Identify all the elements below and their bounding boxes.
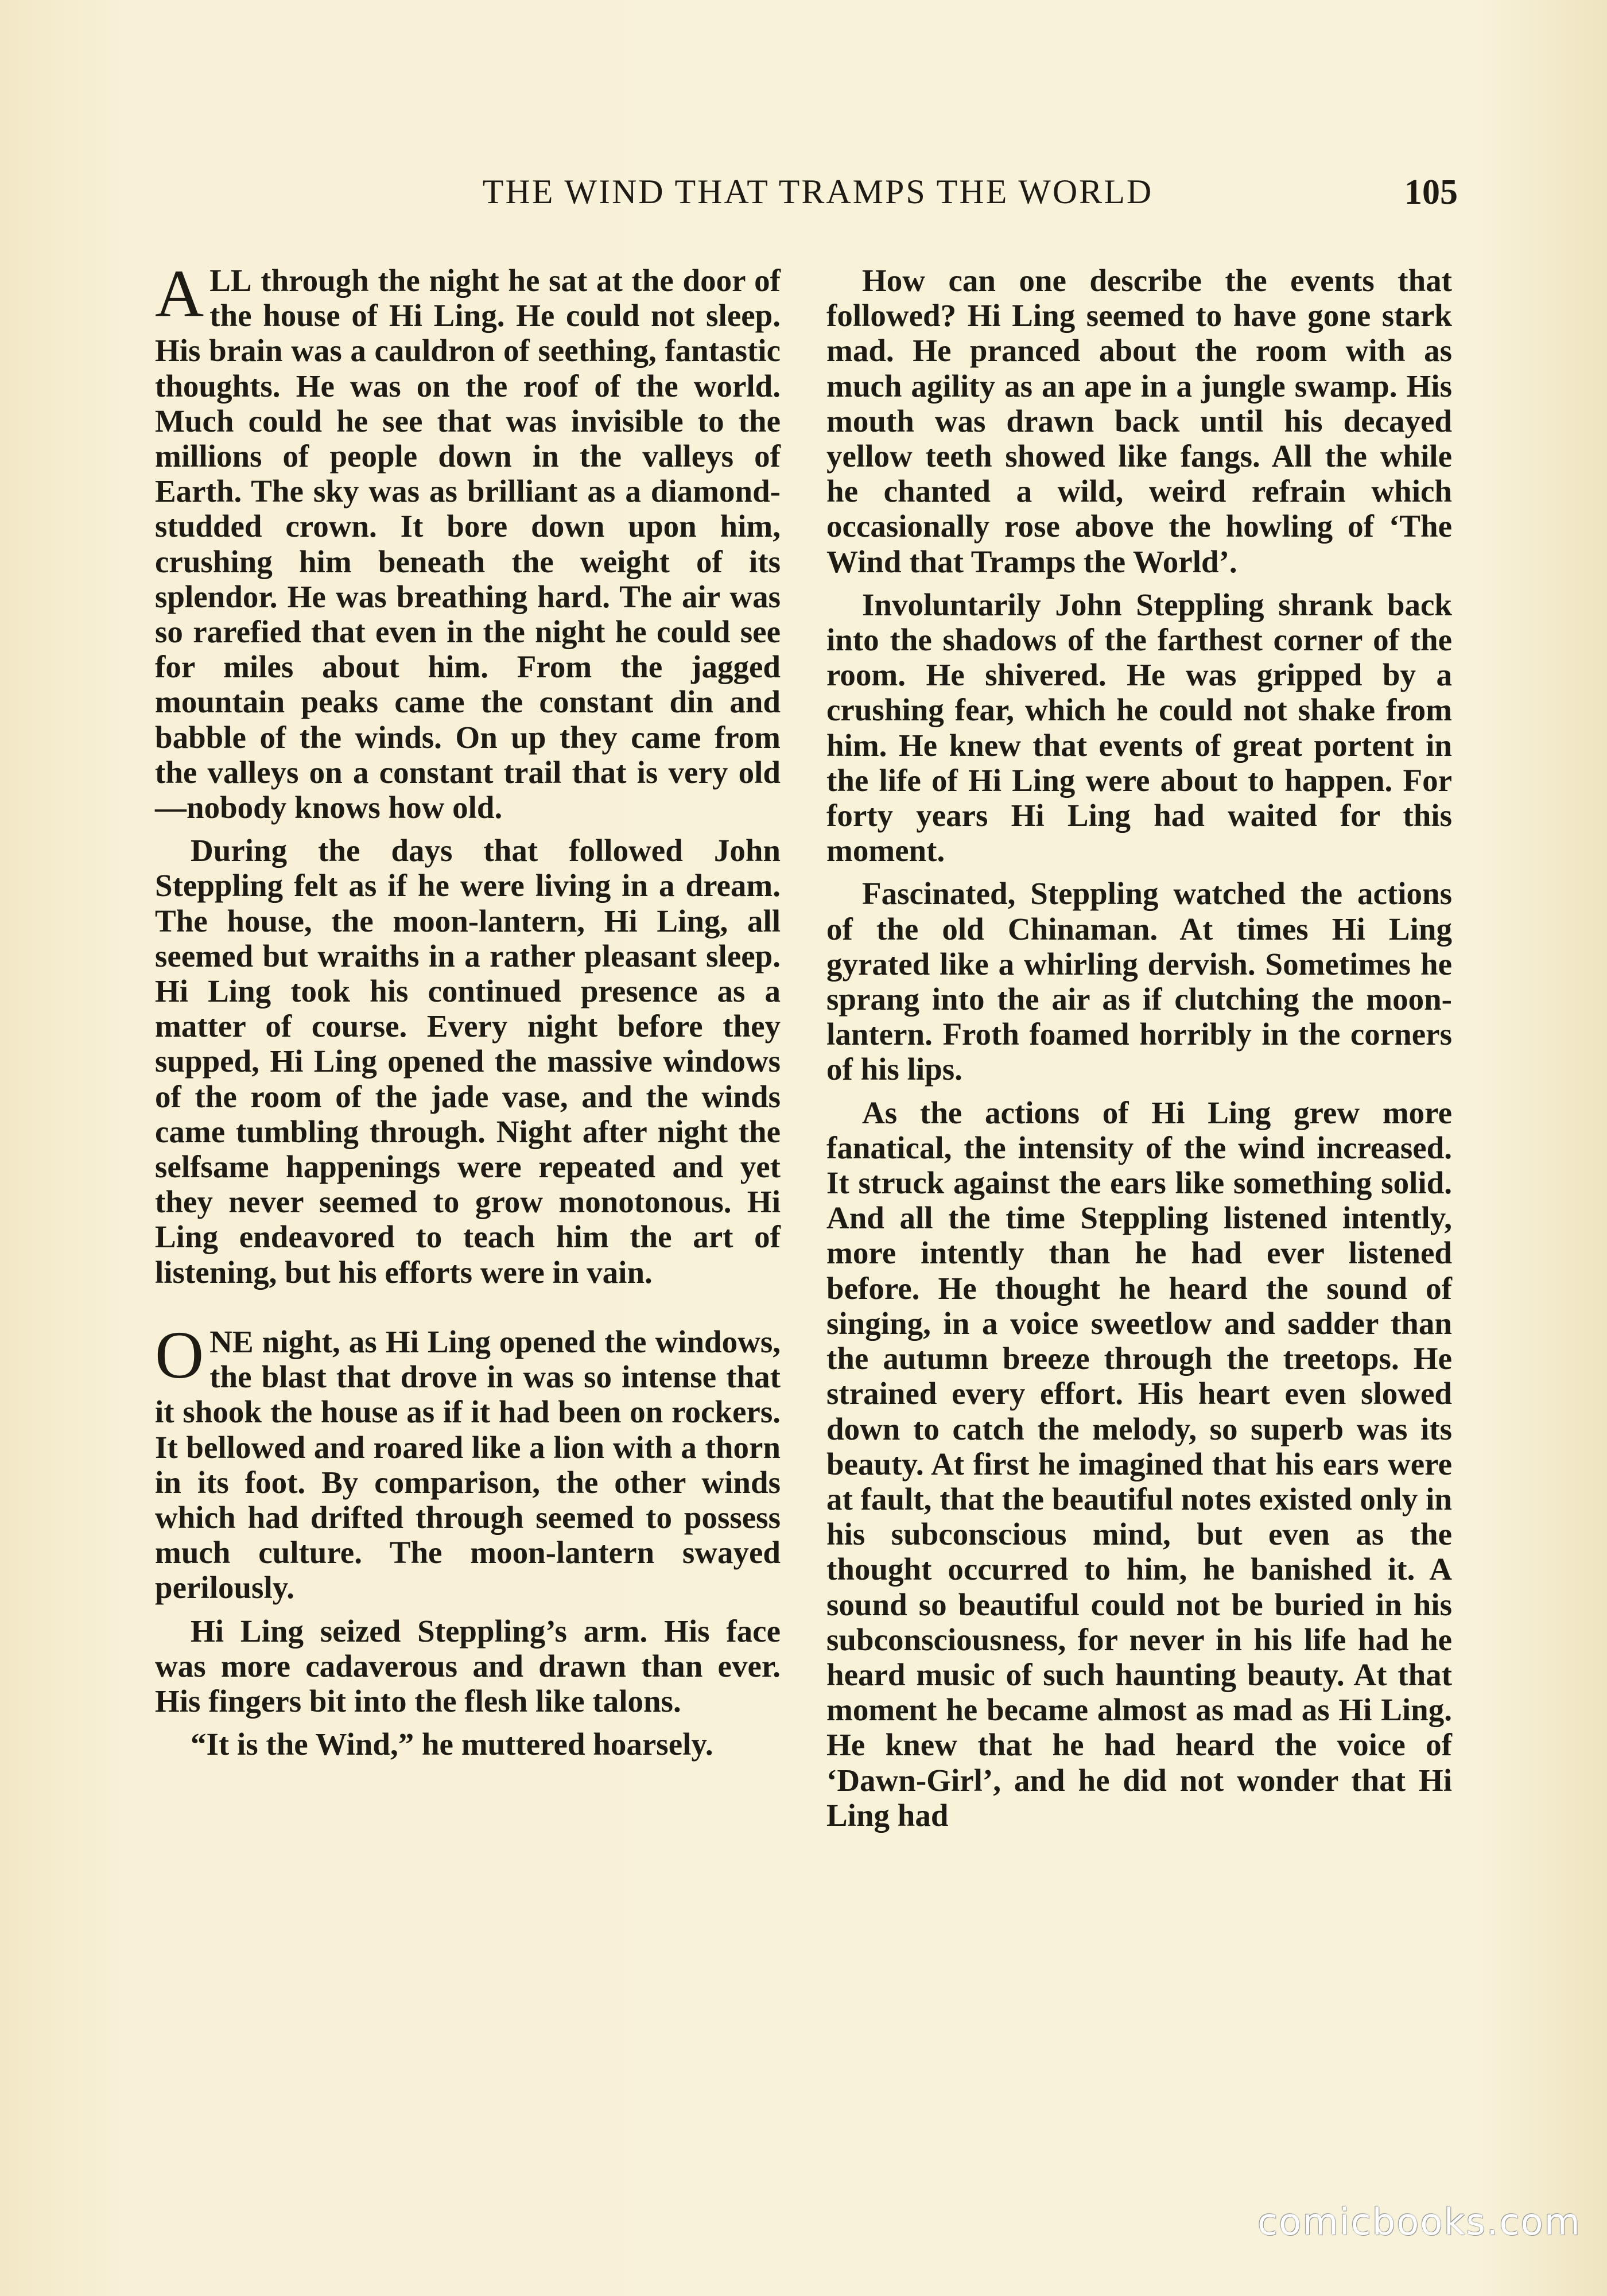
- paragraph: [155, 1317, 781, 1605]
- watermark: comicbooks.com: [1257, 2201, 1581, 2244]
- paragraph: Fascinated, Steppling watched the actions of the old Chinaman. At times Hi Ling gyrated like a whirling dervish. Sometimes he sprang into the air as if clutching the moon-lantern. Froth foamed horribly in the corners of his lips.: [826, 876, 1452, 1087]
- paragraph: Involuntarily John Steppling shrank back into the shadows of the farthest corner of the room. He shivered. He was gripped by a crushing fear, which he could not shake from him. He knew that events of great portent in the life of Hi Ling were about to happen. For forty years Hi Ling had waited for this moment.: [826, 587, 1452, 868]
- left-column: [155, 256, 781, 1770]
- paragraph-text: night, as Hi Ling opened the windows, the blast that drove in was so intense that it shook the house as if it had been on rockers. It bellowed and roared like a lion with a thorn in its foot. By comparison, the other winds which had drifted through seemed to possess much culture. The moon-lantern swayed perilously.: [155, 1324, 781, 1605]
- paragraph: Hi Ling seized Steppling’s arm. His face was more cadaverous and drawn than ever. His fingers bit into the flesh like talons.: [155, 1613, 781, 1719]
- paragraph: During the days that followed John Steppling felt as if he were living in a dream. The house, the moon-lantern, Hi Ling, all seemed but wraiths in a rather pleasant sleep. Hi Ling took his continued presence as a matter of course. Every night before they supped, Hi Ling opened the massive windows of the room of the jade vase, and the winds came tumbling through. Night after night the selfsame happenings were repeated and yet they never seemed to grow monotonous. Hi Ling endeavored to teach him the art of listening, but his efforts were in vain.: [155, 833, 781, 1290]
- paragraph: [155, 256, 781, 825]
- drop-cap: O: [155, 1317, 204, 1393]
- lead-in: NE: [209, 1324, 254, 1359]
- drop-cap: A: [155, 256, 204, 331]
- page-number: 105: [1404, 173, 1458, 212]
- paragraph: As the actions of Hi Ling grew more fanatical, the intensity of the wind increased. It struck against the ears like something solid. And all the time Steppling listened intently, more intently than he had ever listened before. He thought he heard the sound of singing, in a voice sweetlow and sadder than the autumn breeze through the treetops. He strained every effort. His heart even slowed down to catch the melody, so superb was its beauty. At first he imagined that his ears were at fault, that the beautiful notes existed only in his subconscious mind, but even as the thought occurred to him, he banished it. A sound so beautiful could not be buried in his subconsciousness, for never in his life had he heard music of such haunting beauty. At that moment he became almost as mad as Hi Ling. He knew that he had heard the voice of ‘Dawn-Girl’, and he did not wonder that Hi Ling had: [826, 1095, 1452, 1833]
- paragraph: How can one describe the events that followed? Hi Ling seemed to have gone stark mad. He pranced about the room with as much agility as an ape in a jungle swamp. His mouth was drawn back until his decayed yellow teeth showed like fangs. All the while he chanted a wild, weird refrain which occasionally rose above the howling of ‘The Wind that Tramps the World’.: [826, 263, 1452, 579]
- lead-in: LL: [209, 263, 252, 298]
- running-title: THE WIND THAT TRAMPS THE WORLD: [482, 173, 1154, 211]
- paragraph: “It is the Wind,” he muttered hoarsely.: [191, 1727, 713, 1762]
- right-column: [826, 263, 1452, 1841]
- paragraph-text: through the night he sat at the door of the house of Hi Ling. He could not sleep. His brain was a cauldron of seething, fantastic thoughts. He was on the roof of the world. Much could he see that was invisible to the millions of people down in the valleys of Earth. The sky was as brilliant as a diamond-studded crown. It bore down upon him, crushing him beneath the weight of its splendor. He was breathing hard. The air was so rarefied that even in the night he could see for miles about him. From the jagged mountain peaks came the constant din and babble of the winds. On up they came from the valleys on a constant trail that is very old—nobody knows how old.: [155, 263, 781, 825]
